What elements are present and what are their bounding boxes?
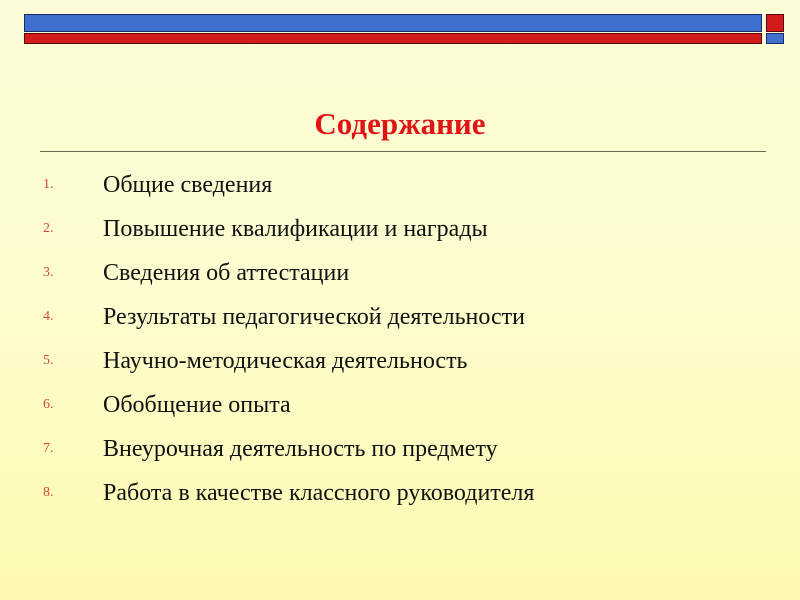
title-divider: [40, 151, 766, 152]
list-item[interactable]: [0, 471, 800, 515]
list-item[interactable]: [0, 251, 800, 295]
list-item[interactable]: [0, 163, 800, 207]
item-number: 4.: [43, 309, 54, 324]
list-item[interactable]: [0, 295, 800, 339]
item-label: Внеурочная деятельность по предмету: [103, 436, 498, 462]
contents-list: [0, 163, 800, 515]
list-item[interactable]: [0, 339, 800, 383]
item-label: Повышение квалификации и награды: [103, 216, 488, 242]
header-square-red: [766, 14, 784, 32]
item-label: Научно-методическая деятельность: [103, 348, 468, 374]
item-label: Сведения об аттестации: [103, 260, 350, 286]
item-number: 6.: [43, 397, 54, 412]
item-number: 1.: [43, 177, 54, 192]
item-label: Обобщение опыта: [103, 392, 291, 418]
item-number: 7.: [43, 441, 54, 456]
item-number: 3.: [43, 265, 54, 280]
list-item[interactable]: [0, 207, 800, 251]
item-label: Работа в качестве классного руководителя: [103, 480, 535, 506]
item-label: Результаты педагогической деятельности: [103, 304, 525, 330]
item-number: 5.: [43, 353, 54, 368]
list-item[interactable]: [0, 383, 800, 427]
header-bar-blue: [24, 14, 762, 32]
item-label: Общие сведения: [103, 172, 273, 198]
header-bar-red: [24, 33, 762, 44]
item-number: 2.: [43, 221, 54, 236]
slide-title: Содержание: [314, 106, 486, 141]
item-number: 8.: [43, 485, 54, 500]
list-item[interactable]: [0, 427, 800, 471]
header-square-blue: [766, 33, 784, 44]
